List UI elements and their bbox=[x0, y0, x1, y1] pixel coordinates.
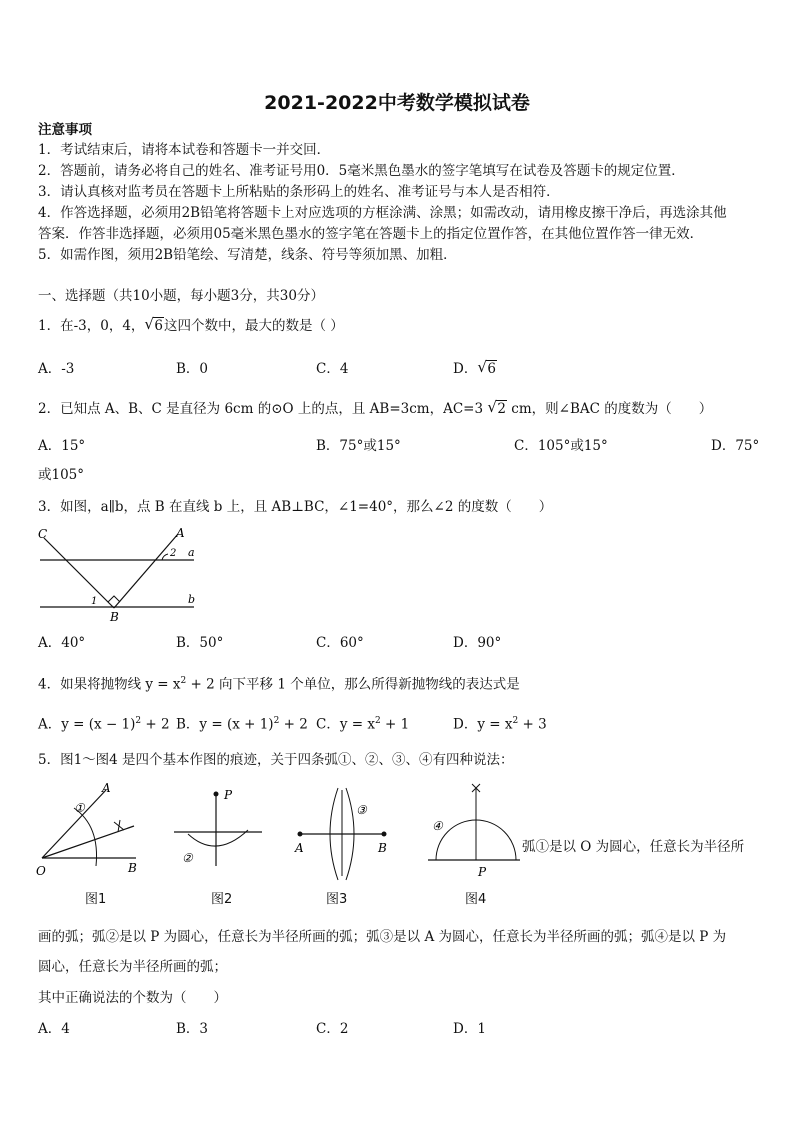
figure-2-caption: 图2 bbox=[211, 892, 233, 907]
notice-item: 1．考试结束后，请将本试卷和答题卡一并交回． bbox=[38, 142, 331, 158]
fig2-label-P: P bbox=[224, 788, 233, 802]
label-angle-1: 1 bbox=[91, 596, 98, 607]
notice-item: 5．如需作图，须用2B铅笔绘、写清楚，线条、符号等须加黑、加粗． bbox=[38, 247, 457, 263]
q5-option-c: C．2 bbox=[316, 1021, 349, 1037]
q4-option-b: B．$y = (x + 1)^2 + 2$ bbox=[176, 716, 308, 733]
label-A: A bbox=[176, 526, 185, 540]
figure-q3 bbox=[34, 524, 204, 626]
q2-option-b: B．75°或15° bbox=[316, 438, 401, 454]
q4-option-a: A．$y = (x - 1)^2 + 2$ bbox=[38, 716, 170, 733]
q3-option-c: C．60° bbox=[316, 635, 364, 651]
label-line-a: a bbox=[188, 546, 195, 559]
fig1-label-A: A bbox=[102, 781, 111, 795]
q5-option-b: B．3 bbox=[176, 1021, 209, 1037]
q1-option-d: D． √ 6 bbox=[453, 358, 496, 377]
page-title: 2021-2022中考数学模拟试卷 bbox=[264, 92, 530, 114]
fig3-label-A: A bbox=[295, 841, 304, 855]
q1-option-b: B．0 bbox=[176, 361, 209, 377]
notice-item: 答案．作答非选择题，必须用05毫米黑色墨水的签字笔在答题卡上的指定位置作答，在其他位置作答一律无效． bbox=[38, 226, 704, 242]
q1-option-c: C．4 bbox=[316, 361, 349, 377]
q3-option-d: D．90° bbox=[453, 635, 502, 651]
label-angle-2: 2 bbox=[170, 548, 177, 559]
fig2-label-arc: ② bbox=[182, 851, 193, 865]
question-2-stem: 2．已知点 A、B、C 是直径为 6cm 的⊙O 上的点，且 AB=3cm，AC=3 √ 2 cm，则∠BAC 的度数为（ ） bbox=[38, 398, 713, 417]
q3-option-a: A．40° bbox=[38, 635, 86, 651]
q1-option-a: A．-3 bbox=[38, 361, 75, 377]
section-heading: 一、选择题（共10小题，每小题3分，共30分） bbox=[38, 288, 324, 304]
q2-option-a: A．15° bbox=[38, 438, 86, 454]
label-B: B bbox=[110, 610, 119, 624]
figure-4 bbox=[424, 780, 524, 882]
fig1-label-arc: ① bbox=[74, 801, 85, 815]
q5-text-line: 圆心，任意长为半径所画的弧； bbox=[38, 959, 227, 975]
figure-3 bbox=[292, 780, 392, 882]
q2-option-d: D．75° bbox=[711, 438, 760, 454]
figure-2 bbox=[170, 780, 266, 882]
fig4-label-P: P bbox=[478, 865, 487, 879]
notice-heading: 注意事项 bbox=[38, 122, 92, 138]
fig1-label-B: B bbox=[128, 861, 137, 875]
figure-1-caption: 图1 bbox=[85, 892, 107, 907]
q4-option-c: C．$y = x^2 + 1$ bbox=[316, 716, 410, 733]
question-1-stem: 1．在-3，0，4， √ 6这四个数中，最大的数是（ ） bbox=[38, 315, 344, 334]
question-5-stem: 5．图1～图4 是四个基本作图的痕迹，关于四条弧①、②、③、④有四种说法： bbox=[38, 752, 514, 768]
figure-3-caption: 图3 bbox=[326, 892, 348, 907]
q2-option-c: C．105°或15° bbox=[514, 438, 608, 454]
question-3-stem: 3．如图，a∥b，点 B 在直线 b 上，且 AB⊥BC，∠1=40°，那么∠2 的度数（ ） bbox=[38, 499, 553, 515]
q5-text-line: 画的弧；弧②是以 P 为圆心，任意长为半径所画的弧；弧③是以 A 为圆心，任意长为半径所画的弧；弧④是以 P 为 bbox=[38, 929, 727, 945]
q5-option-a: A．4 bbox=[38, 1021, 70, 1037]
fig3-label-arc: ③ bbox=[356, 803, 367, 817]
fig1-label-O: O bbox=[36, 864, 46, 878]
q5-ask: 其中正确说法的个数为（ ） bbox=[38, 990, 227, 1006]
label-C: C bbox=[38, 527, 48, 541]
question-4-stem: 4．如果将抛物线 $y = x^2 + 2$ 向下平移 1 个单位，那么所得新抛物线的表达式是 bbox=[38, 676, 520, 693]
label-line-b: b bbox=[188, 593, 196, 606]
figure-1 bbox=[34, 778, 146, 880]
q4-option-d: D．$y = x^2 + 3$ bbox=[453, 716, 547, 733]
q2-option-d-wrap: 或105° bbox=[38, 467, 85, 483]
notice-item: 4．作答选择题，必须用2B铅笔将答题卡上对应选项的方框涂满、涂黑；如需改动，请用橡皮擦干净后，再选涂其他 bbox=[38, 205, 727, 221]
notice-item: 3．请认真核对监考员在答题卡上所粘贴的条形码上的姓名、准考证号与本人是否相符． bbox=[38, 184, 560, 200]
figure-4-caption: 图4 bbox=[465, 892, 487, 907]
q5-option-d: D．1 bbox=[453, 1021, 486, 1037]
fig4-label-arc: ④ bbox=[432, 819, 443, 833]
q3-option-b: B．50° bbox=[176, 635, 224, 651]
q5-side-text: 弧①是以 O 为圆心，任意长为半径所 bbox=[522, 839, 745, 855]
fig3-label-B: B bbox=[378, 841, 387, 855]
notice-item: 2．答题前，请务必将自己的姓名、准考证号用0．5毫米黑色墨水的签字笔填写在试卷及答题卡的规定位置． bbox=[38, 163, 685, 179]
